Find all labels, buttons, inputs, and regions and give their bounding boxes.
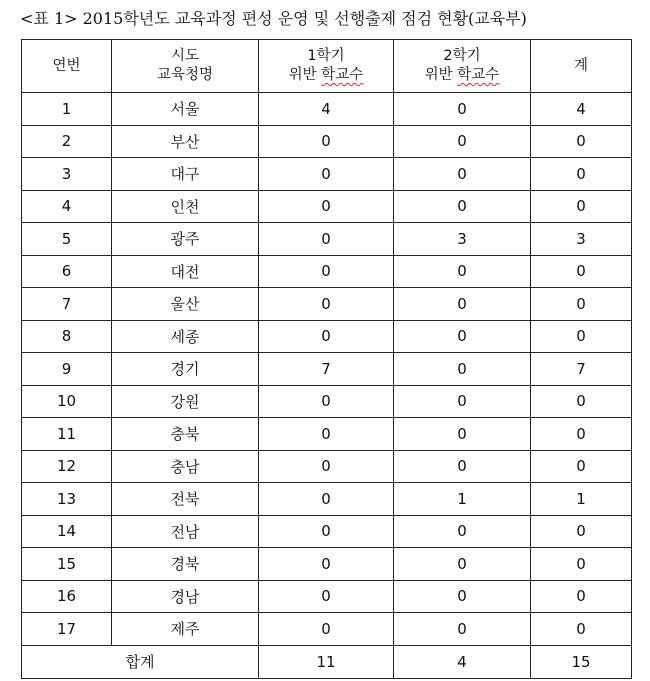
cell-semester1: 0 <box>259 223 394 256</box>
header-no: 연번 <box>22 40 112 93</box>
cell-no: 8 <box>22 320 112 353</box>
cell-semester2: 0 <box>394 548 531 581</box>
cell-total: 4 <box>531 93 632 126</box>
header-s1-school-count: 학교수 <box>321 67 364 83</box>
cell-education-office: 경기 <box>112 353 259 386</box>
cell-semester2: 3 <box>394 223 531 256</box>
cell-total: 0 <box>531 320 632 353</box>
cell-education-office: 제주 <box>112 613 259 646</box>
table-row <box>22 450 632 483</box>
cell-total: 0 <box>531 548 632 581</box>
footer-row <box>22 645 632 678</box>
cell-total: 0 <box>531 288 632 321</box>
header-s2-line1: 2학기 <box>443 48 481 64</box>
cell-total: 0 <box>531 385 632 418</box>
cell-total: 0 <box>531 515 632 548</box>
cell-education-office: 대구 <box>112 158 259 191</box>
cell-no: 11 <box>22 418 112 451</box>
footer-total: 15 <box>531 645 632 678</box>
cell-no: 3 <box>22 158 112 191</box>
table-row <box>22 125 632 158</box>
cell-no: 6 <box>22 255 112 288</box>
cell-semester1: 0 <box>259 418 394 451</box>
cell-no: 15 <box>22 548 112 581</box>
cell-no: 12 <box>22 450 112 483</box>
footer-s2: 4 <box>394 645 531 678</box>
cell-semester1: 0 <box>259 288 394 321</box>
table-row <box>22 483 632 516</box>
table-row <box>22 158 632 191</box>
header-s2-line2 <box>394 66 530 85</box>
cell-total: 0 <box>531 613 632 646</box>
header-edu-line2: 교육청명 <box>156 67 214 83</box>
cell-semester2: 0 <box>394 93 531 126</box>
cell-semester2: 0 <box>394 190 531 223</box>
cell-semester2: 0 <box>394 125 531 158</box>
cell-education-office: 경북 <box>112 548 259 581</box>
cell-education-office: 대전 <box>112 255 259 288</box>
cell-semester1: 0 <box>259 483 394 516</box>
cell-total: 3 <box>531 223 632 256</box>
cell-education-office: 전남 <box>112 515 259 548</box>
cell-education-office: 세종 <box>112 320 259 353</box>
cell-no: 17 <box>22 613 112 646</box>
header-semester1 <box>259 40 394 93</box>
cell-semester1: 0 <box>259 580 394 613</box>
cell-education-office: 전북 <box>112 483 259 516</box>
cell-semester2: 0 <box>394 255 531 288</box>
header-semester2 <box>394 40 531 93</box>
header-s1-line1: 1학기 <box>307 48 345 64</box>
table-row <box>22 255 632 288</box>
table-row <box>22 548 632 581</box>
cell-education-office: 부산 <box>112 125 259 158</box>
cell-total: 0 <box>531 125 632 158</box>
cell-semester2: 1 <box>394 483 531 516</box>
cell-no: 1 <box>22 93 112 126</box>
cell-education-office: 울산 <box>112 288 259 321</box>
cell-no: 4 <box>22 190 112 223</box>
cell-semester1: 0 <box>259 548 394 581</box>
cell-semester2: 0 <box>394 613 531 646</box>
table-caption: <표 1> 2015학년도 교육과정 편성 운영 및 선행출제 점검 현황(교육부) <box>20 9 527 28</box>
cell-education-office: 광주 <box>112 223 259 256</box>
footer-s1: 11 <box>259 645 394 678</box>
cell-semester1: 0 <box>259 255 394 288</box>
cell-semester2: 0 <box>394 320 531 353</box>
cell-semester2: 0 <box>394 158 531 191</box>
table-row <box>22 93 632 126</box>
cell-education-office: 충북 <box>112 418 259 451</box>
table-row <box>22 190 632 223</box>
cell-semester1: 0 <box>259 515 394 548</box>
cell-semester2: 0 <box>394 385 531 418</box>
cell-semester1: 4 <box>259 93 394 126</box>
cell-education-office: 인천 <box>112 190 259 223</box>
cell-total: 0 <box>531 418 632 451</box>
table-row <box>22 223 632 256</box>
table-row <box>22 613 632 646</box>
cell-total: 1 <box>531 483 632 516</box>
cell-total: 0 <box>531 580 632 613</box>
table-body <box>22 93 632 646</box>
cell-no: 14 <box>22 515 112 548</box>
header-education-office <box>112 40 259 93</box>
header-s2-violation: 위반 <box>424 67 453 83</box>
header-s1-violation: 위반 <box>288 67 317 83</box>
cell-semester1: 0 <box>259 158 394 191</box>
cell-total: 0 <box>531 255 632 288</box>
cell-semester2: 0 <box>394 288 531 321</box>
cell-no: 10 <box>22 385 112 418</box>
header-total: 계 <box>531 40 632 93</box>
cell-total: 0 <box>531 190 632 223</box>
cell-no: 13 <box>22 483 112 516</box>
cell-semester2: 0 <box>394 418 531 451</box>
cell-no: 2 <box>22 125 112 158</box>
header-s1-line2 <box>259 66 393 85</box>
cell-semester1: 0 <box>259 190 394 223</box>
cell-no: 9 <box>22 353 112 386</box>
footer-label: 합계 <box>22 645 259 678</box>
cell-no: 16 <box>22 580 112 613</box>
cell-semester2: 0 <box>394 580 531 613</box>
header-row <box>22 40 632 93</box>
table-row <box>22 320 632 353</box>
header-s2-school-count: 학교수 <box>457 67 500 83</box>
table-row <box>22 580 632 613</box>
table-row <box>22 288 632 321</box>
cell-semester1: 0 <box>259 125 394 158</box>
table-row <box>22 515 632 548</box>
cell-semester1: 7 <box>259 353 394 386</box>
inspection-table <box>21 39 632 679</box>
table-row <box>22 418 632 451</box>
cell-semester1: 0 <box>259 320 394 353</box>
cell-semester1: 0 <box>259 613 394 646</box>
table-row <box>22 353 632 386</box>
cell-no: 5 <box>22 223 112 256</box>
cell-education-office: 강원 <box>112 385 259 418</box>
cell-semester1: 0 <box>259 450 394 483</box>
cell-semester2: 0 <box>394 353 531 386</box>
cell-total: 0 <box>531 450 632 483</box>
cell-education-office: 경남 <box>112 580 259 613</box>
cell-total: 7 <box>531 353 632 386</box>
cell-semester2: 0 <box>394 450 531 483</box>
cell-education-office: 서울 <box>112 93 259 126</box>
table-row <box>22 385 632 418</box>
cell-education-office: 충남 <box>112 450 259 483</box>
cell-semester2: 0 <box>394 515 531 548</box>
header-edu-line1: 시도 <box>170 48 199 64</box>
cell-semester1: 0 <box>259 385 394 418</box>
cell-no: 7 <box>22 288 112 321</box>
cell-total: 0 <box>531 158 632 191</box>
